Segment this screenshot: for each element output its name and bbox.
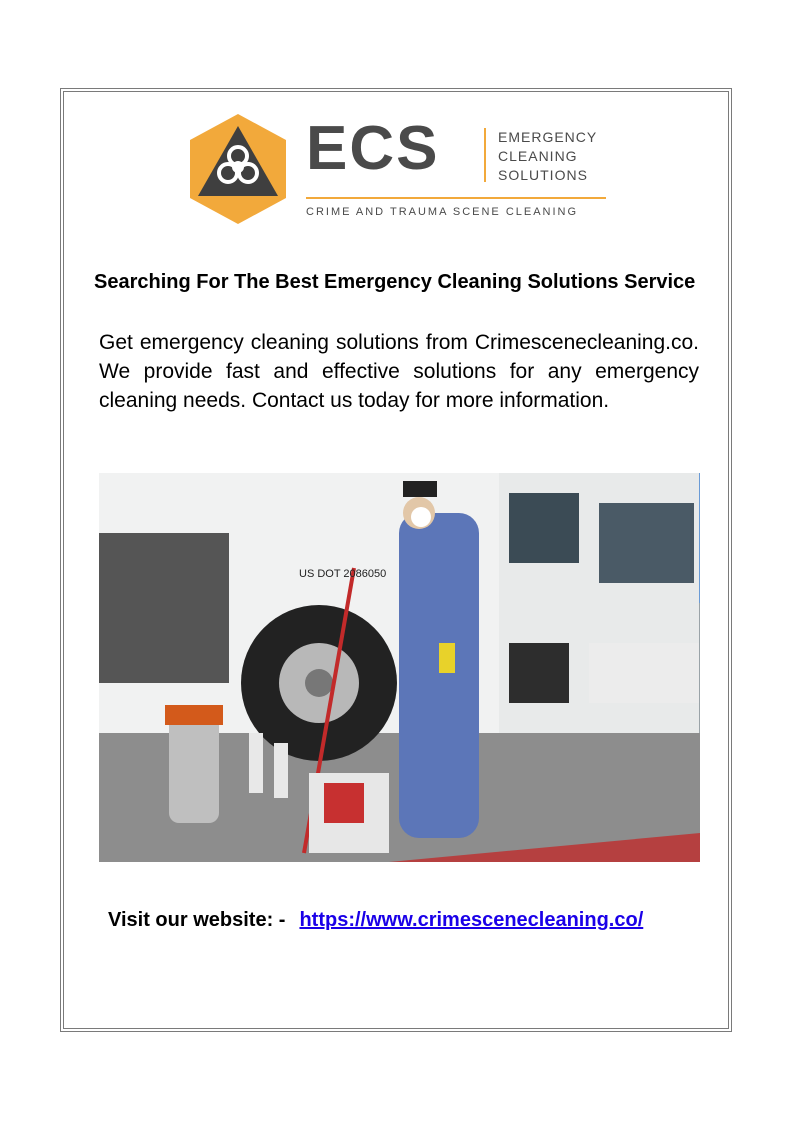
cleaning-photo — [99, 473, 700, 862]
website-link[interactable]: https://www.crimescenecleaning.co/ — [299, 909, 644, 931]
logo-underline — [306, 197, 606, 199]
bus-dot-label: US DOT 2086050 — [299, 568, 387, 580]
tagline-line: CLEANING — [498, 148, 578, 164]
logo-mark: ECS — [306, 114, 440, 183]
website-label: Visit our website: - — [108, 909, 286, 931]
website-line — [108, 909, 643, 932]
logo-divider — [484, 128, 486, 182]
tagline-line: SOLUTIONS — [498, 167, 588, 183]
tagline-line: EMERGENCY — [498, 129, 598, 145]
page-title: Searching For The Best Emergency Cleaning Solutions Service — [94, 271, 696, 293]
body-paragraph: Get emergency cleaning solutions from Crimescenecleaning.co. We provide fast and effective solutions for any emergency cleaning needs. Contact us today for more information. — [99, 331, 699, 412]
logo-subtitle: CRIME AND TRAUMA SCENE CLEANING — [306, 206, 579, 218]
logo-tagline — [498, 128, 597, 185]
